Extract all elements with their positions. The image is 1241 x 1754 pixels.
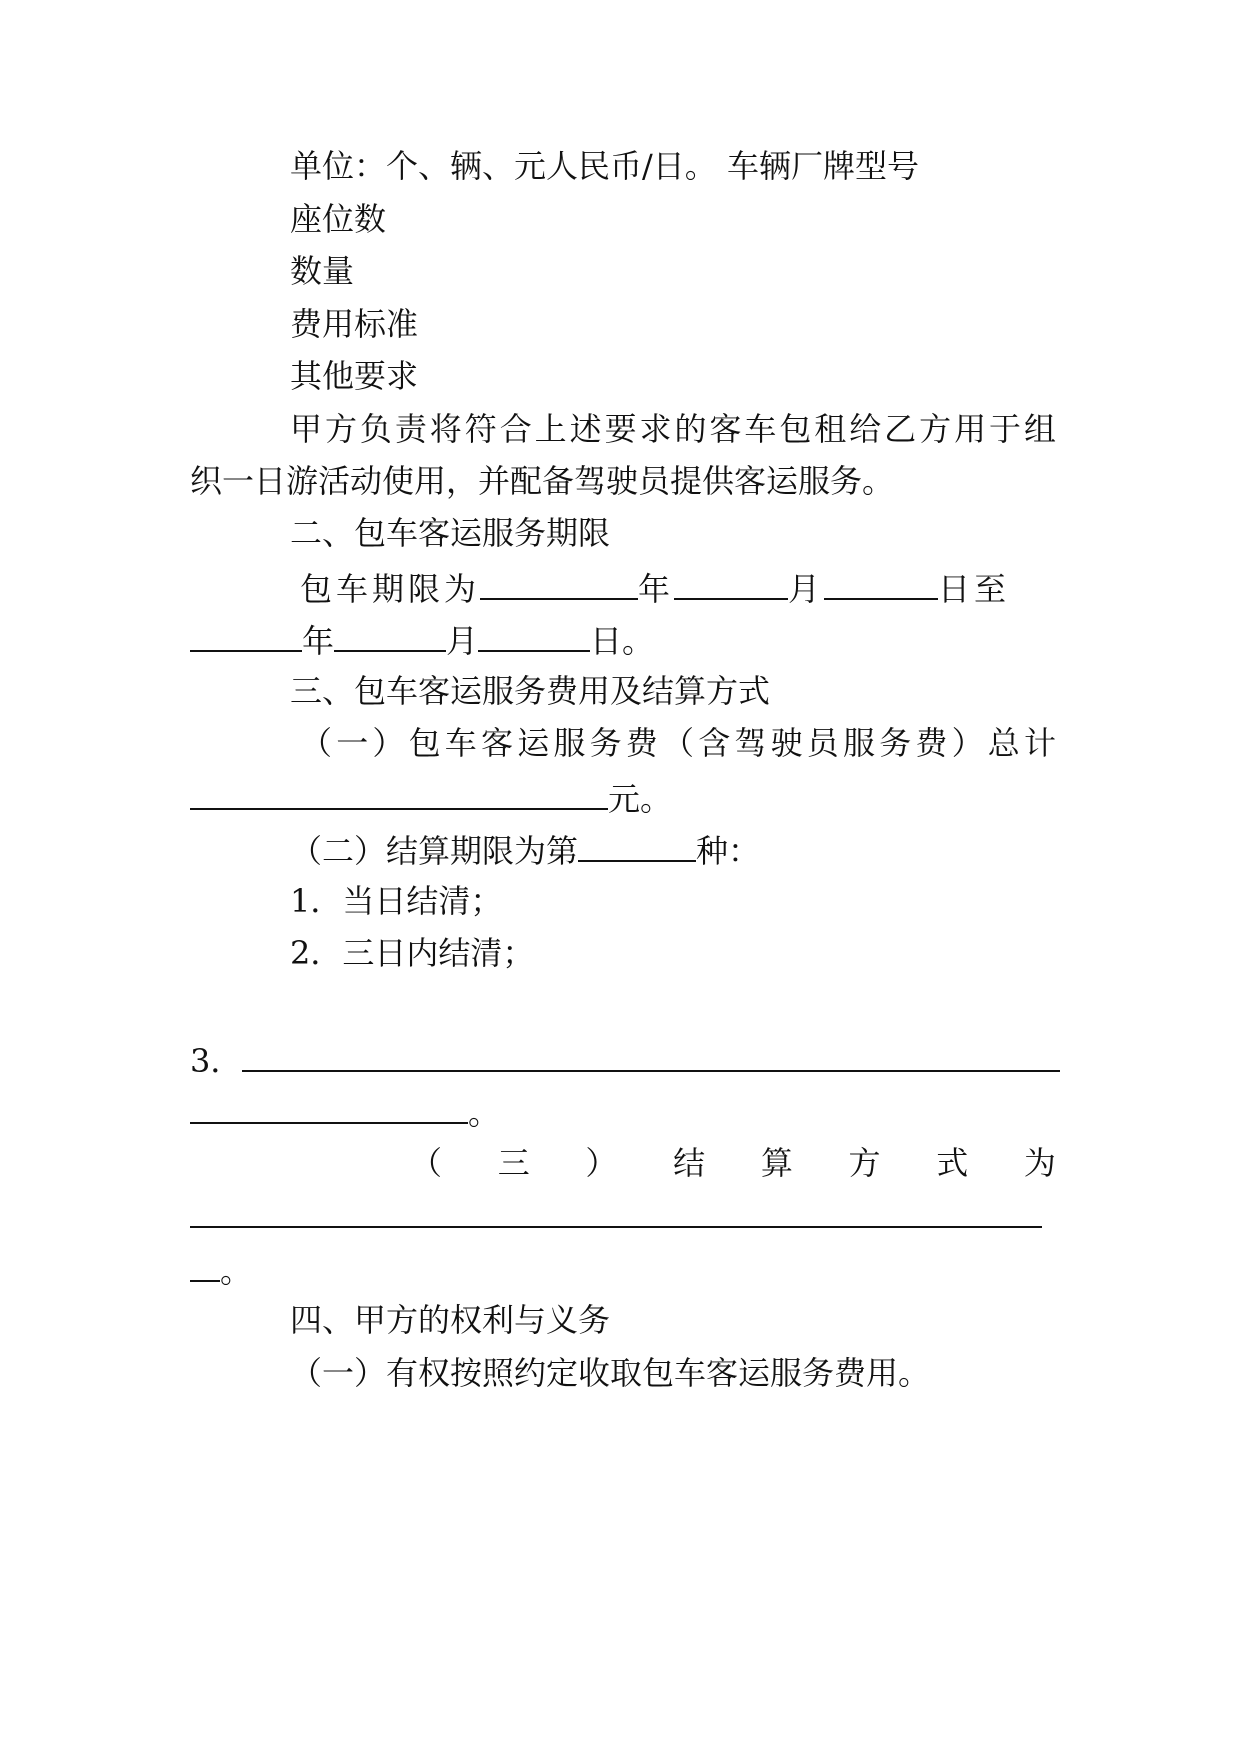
settlement-term-line: [290, 828, 1056, 871]
settlement-method-char: ）: [585, 1144, 618, 1182]
term-start-month-blank[interactable]: [674, 566, 788, 600]
settlement-method-char: 结: [673, 1144, 706, 1182]
settlement-method-char: 方: [848, 1144, 881, 1182]
term-end-line: [190, 618, 1056, 661]
section-4-item-1: （一）有权按照约定收取包车客运服务费用。: [290, 1354, 931, 1392]
section-3-heading: 三、包车客运服务费用及结算方式: [290, 672, 771, 710]
settlement-method-blank-continued[interactable]: [190, 1248, 220, 1282]
term-label: 包车期限为: [300, 570, 481, 608]
party-a-paragraph-line-1: 甲方负责将符合上述要求的客车包租给乙方用于组: [290, 410, 1056, 448]
field-quantity-label: 数量: [290, 252, 355, 290]
term-end-day-blank[interactable]: [478, 618, 590, 652]
term-line: [300, 566, 1056, 609]
settlement-method-continuation: [190, 1248, 1056, 1291]
settlement-method-char: 三: [497, 1144, 530, 1182]
term-month-label: 月: [788, 570, 825, 608]
section-4-heading: 四、甲方的权利与义务: [290, 1301, 611, 1339]
settlement-option-1: 1．当日结清；: [290, 882, 503, 920]
settlement-method-suffix: 。: [220, 1252, 253, 1290]
term-end-day-label: 日。: [590, 622, 655, 660]
section-2-heading: 二、包车客运服务期限: [290, 514, 611, 552]
settlement-option-3-line: [190, 1038, 1056, 1081]
settlement-option-3-prefix: 3．: [190, 1042, 243, 1080]
party-a-paragraph-line-2: 织一日游活动使用，并配备驾驶员提供客运服务。: [190, 462, 895, 500]
term-year-label: 年: [638, 570, 675, 608]
settlement-option-3-continuation: [190, 1090, 1056, 1133]
field-fee-standard-label: 费用标准: [290, 305, 419, 343]
settlement-method-blank[interactable]: [190, 1226, 1042, 1228]
settlement-option-2: 2．三日内结清；: [290, 934, 535, 972]
settlement-method-char: 算: [760, 1144, 793, 1182]
term-start-year-blank[interactable]: [480, 566, 638, 600]
unit-line: 单位：个、辆、元人民币/日。 车辆厂牌型号: [290, 147, 919, 185]
field-other-label: 其他要求: [290, 357, 419, 395]
fee-amount-line: [190, 776, 1056, 819]
fee-unit-label: 元。: [608, 780, 673, 818]
settlement-method-char: 为: [1023, 1144, 1056, 1182]
term-end-month-label: 月: [446, 622, 479, 660]
settlement-option-3-suffix: 。: [468, 1094, 501, 1132]
settlement-term-label: （二）结算期限为第: [290, 832, 579, 870]
settlement-option-3-blank-continued[interactable]: [190, 1090, 468, 1124]
term-end-year-label: 年: [302, 622, 335, 660]
fee-amount-blank[interactable]: [190, 776, 608, 810]
settlement-method-line: [410, 1143, 1056, 1183]
settlement-term-suffix: 种：: [696, 832, 761, 870]
fee-total-line: （一）包车客运服务费（含驾驶员服务费）总计: [300, 724, 1056, 762]
term-start-day-blank[interactable]: [824, 566, 938, 600]
settlement-choice-blank[interactable]: [578, 828, 696, 862]
settlement-option-3-blank[interactable]: [242, 1038, 1060, 1072]
term-end-year-blank[interactable]: [190, 618, 302, 652]
settlement-method-char: （: [410, 1144, 443, 1182]
field-seats-label: 座位数: [290, 200, 387, 238]
settlement-method-char: 式: [936, 1144, 969, 1182]
term-day-to-label: 日至: [938, 570, 1011, 608]
term-end-month-blank[interactable]: [334, 618, 446, 652]
